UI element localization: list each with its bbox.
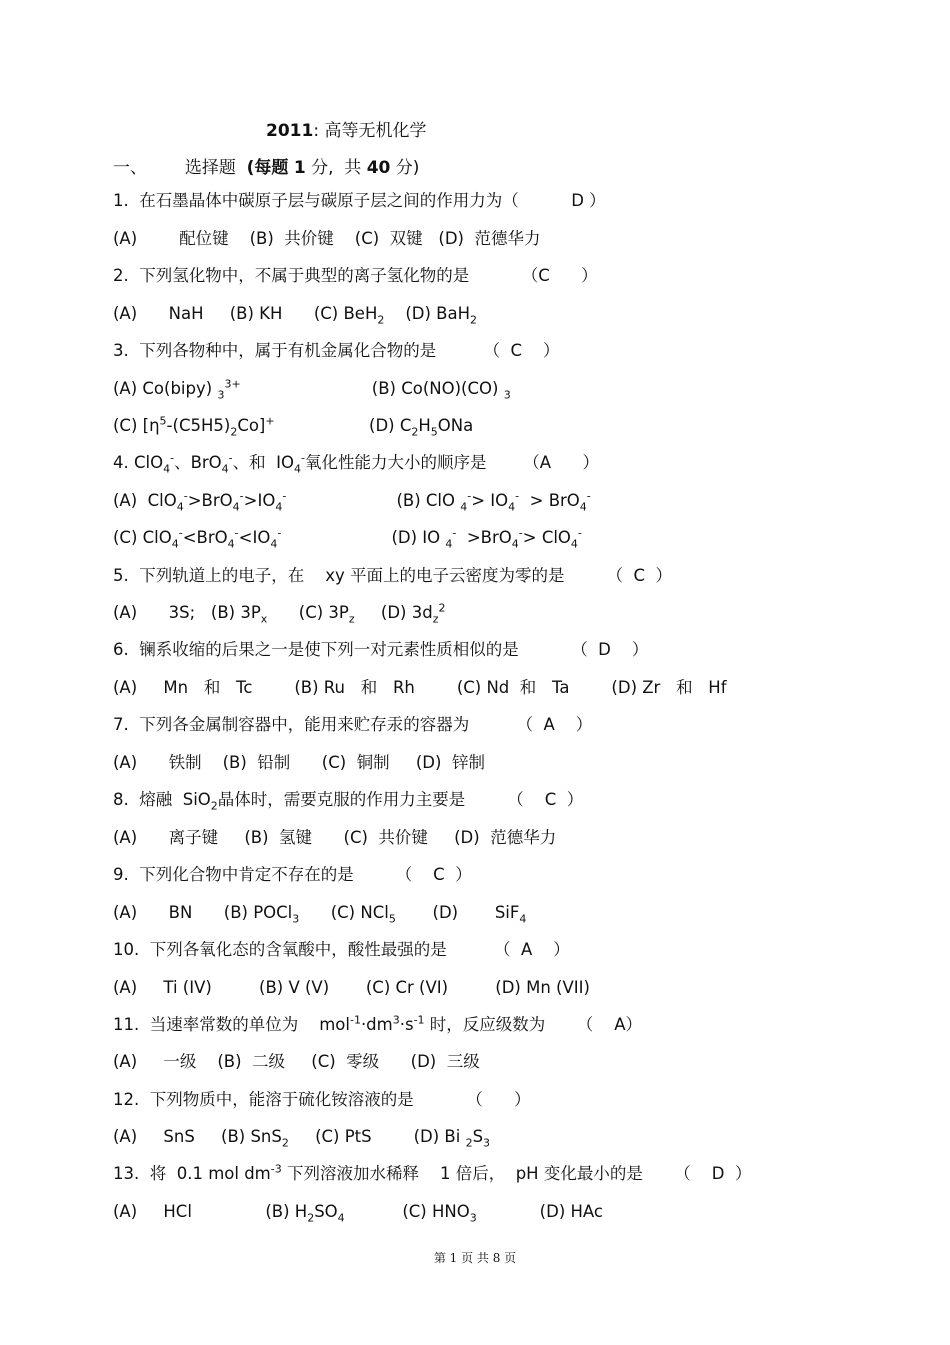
question-10: 10. 下列各氧化态的含氧酸中，酸性最强的是 （ A ） (113, 940, 570, 959)
question-9: 9. 下列化合物中肯定不存在的是 （ C ） (113, 865, 472, 884)
question-3: 3. 下列各物种中，属于有机金属化合物的是 （ C ） (113, 341, 560, 360)
page-title: 2011: 高等无机化学 (266, 121, 427, 141)
question-11-options: (A) 一级 (B) 二级 (C) 零级 (D) 三级 (113, 1052, 480, 1071)
question-6-options: (A) Mn 和 Tc (B) Ru 和 Rh (C) Nd 和 Ta (D) Zr 和 Hf (113, 678, 727, 697)
question-7-options: (A) 铁制 (B) 铅制 (C) 铜制 (D) 锌制 (113, 753, 485, 772)
page-footer: 第 1 页 共 8 页 (433, 1251, 517, 1265)
question-4-options-ab: (A) $ClO_4^->BrO_4^->IO_4^-$ (B) ClO $_4^-> IO_4^- > BrO_4^-$ (113, 489, 591, 514)
question-13: 13. 将 0.1 mol $dm^{-3}$ 下列溶液加水稀释 1 倍后， pH 变化最小的是 （ D ） (113, 1162, 752, 1183)
question-4-options-cd: (C) $ClO_4^-<BrO_4^-<IO_4^-$ (D) IO $_4$- >BrO$_4$-> ClO$_4$- (113, 526, 582, 551)
question-3-options-ab: (A) Co(bipy) $_3^{3+}$ (B) Co(NO)(CO) $_3$ (113, 377, 511, 402)
question-12: 12. 下列物质中，能溶于硫化铵溶液的是 （ ） (113, 1090, 531, 1109)
question-8-options: (A) 离子键 (B) 氢键 (C) 共价键 (D) 范德华力 (113, 828, 557, 847)
question-3-options-cd: (C) $[\eta^5-(C5H5)_2Co]^+$ (D) $C_2H_5ONa$ (113, 414, 474, 439)
question-2: 2. 下列氢化物中，不属于典型的离子氢化物的是 （C ） (113, 266, 598, 285)
question-13-options: (A) HCl (B) $H_2SO_4$ (C) $HNO_3$ (D) HAc (113, 1202, 603, 1225)
question-5-options: (A) 3S; (B) $3P_x$ (C) $3P_z$ (D) $3d_z^2$ (113, 601, 446, 626)
question-6: 6. 镧系收缩的后果之一是使下列一对元素性质相似的是 （ D ） (113, 640, 649, 659)
section-heading: 一、 选择题 (每题 1 分, 共 40 分) (113, 158, 420, 178)
question-9-options: (A) BN (B) POCl$_3$ (C) NCl$_5$ (D) SiF$_4$ (113, 903, 527, 926)
question-4: 4. ClO$_4$-、BrO$_4$-、和 $IO_4^-$氧化性能力大小的顺序是 （A ） (113, 451, 599, 476)
question-10-options: (A) Ti (IV) (B) V (V) (C) Cr (VI) (D) Mn (VII) (113, 978, 590, 997)
question-7: 7. 下列各金属制容器中，能用来贮存汞的容器为 （ A ） (113, 715, 593, 734)
question-11: 11. 当速率常数的单位为 $mol^{-1}\cdot dm^3\cdot s^{-1}$ 时，反应级数为 （ A） (113, 1013, 643, 1034)
question-2-options: (A) NaH (B) KH (C) BeH$_2$ (D) BaH$_2$ (113, 304, 478, 327)
question-1: 1. 在石墨晶体中碳原子层与碳原子层之间的作用力为（ D ） (113, 191, 606, 210)
question-1-options: (A) 配位键 (B) 共价键 (C) 双键 (D) 范德华力 (113, 229, 541, 248)
question-12-options: (A) SnS (B) SnS$_2$ (C) PtS (D) Bi $_2S_3$ (113, 1127, 491, 1150)
question-8: 8. 熔融 SiO$_2$晶体时，需要克服的作用力主要是 （ C ） (113, 790, 584, 813)
question-5: 5. 下列轨道上的电子，在 xy 平面上的电子云密度为零的是 （ C ） (113, 566, 672, 585)
